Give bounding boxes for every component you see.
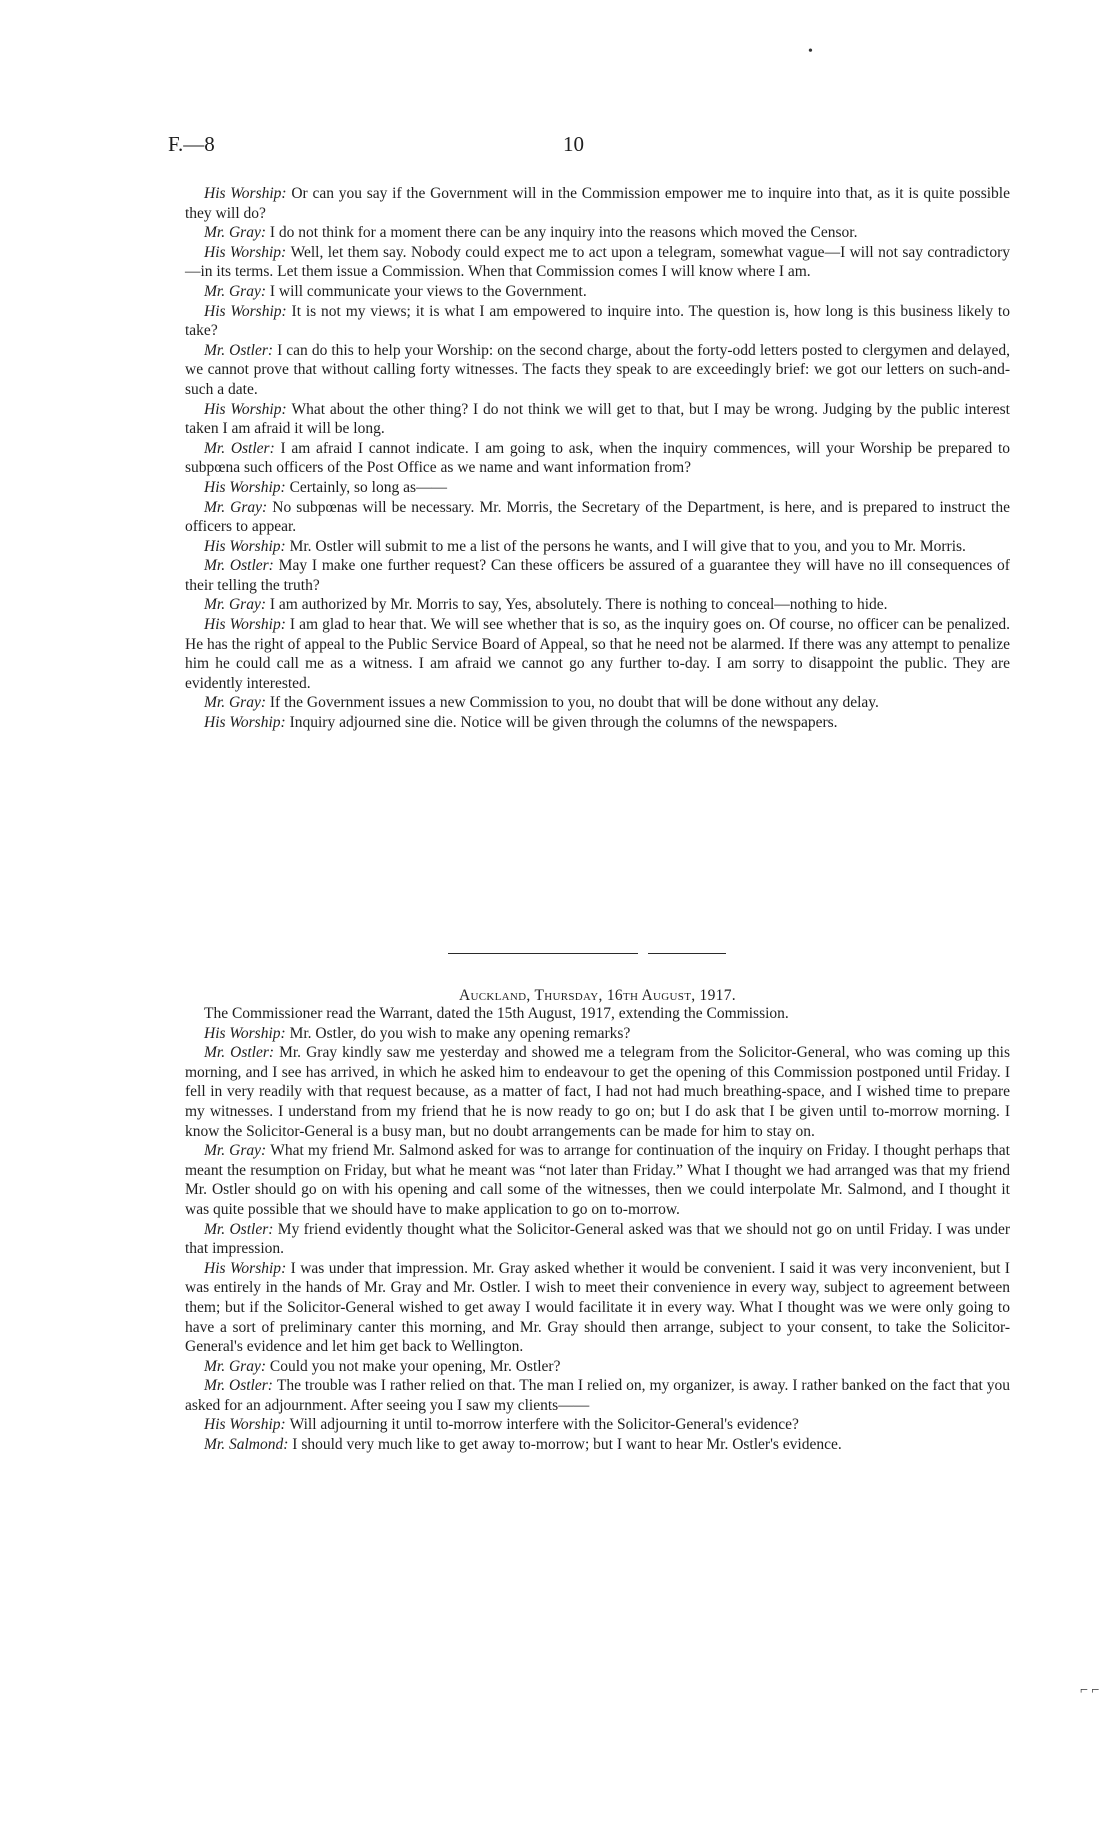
speech-text: Mr. Gray kindly saw me yesterday and showed me a telegram from the Solicitor-General, who was coming up this morning, and I see has arrived, in which he asked him to endeavour to get the opening of this Commission postponed until Friday. I fell in very readily with that request because, as a matter of fact, I had not had much breathing-space, and I wished time to prepare my witnesses. I understand from my friend that he is now ready to go on; but I do ask that I be given until to-morrow morning. I know the Solicitor-General is a busy man, but no doubt arrangements can be made for him to stay on. <box>185 1044 1010 1140</box>
speech-paragraph <box>185 223 1010 243</box>
speech-text: I am afraid I cannot indicate. I am going to ask, when the inquiry commences, will your Worship be prepared to subpœna such officers of the Post Office as we name and want information from? <box>185 439 1011 477</box>
page-number: 10 <box>563 132 584 156</box>
page-header <box>168 132 1028 162</box>
speaker-name: Mr. Ostler : <box>204 557 279 574</box>
speaker-name: His Worship : <box>204 538 290 555</box>
speaker-name: Mr. Ostler : <box>204 440 280 457</box>
speech-text: Inquiry adjourned sine die. Notice will be given through the columns of the newspapers. <box>289 714 838 732</box>
speech-paragraph <box>185 478 1010 498</box>
speech-paragraph <box>185 341 1010 400</box>
speech-paragraph <box>185 693 1010 713</box>
speech-text: It is not my views; it is what I am empowered to inquire into. The question is, how long is this business likely to take? <box>185 302 1010 340</box>
speech-text: What my friend Mr. Salmond asked for was to arrange for continuation of the inquiry on Friday. I thought perhaps that meant the resumption on Friday, but what he meant was “not later than Friday.” What I thought we had arranged was that my friend Mr. Ostler should go on with his opening and call some of the witnesses, then we could interpolate Mr. Salmond, and I thought it was quite possible that we should have to make application to go on to-morrow. <box>185 1142 1010 1218</box>
speech-paragraph <box>185 537 1010 557</box>
speaker-name: His Worship : <box>204 616 290 633</box>
speech-paragraph <box>185 1259 1010 1357</box>
speech-text: I will communicate your views to the Government. <box>269 282 587 300</box>
speaker-name: Mr. Gray : <box>204 283 270 300</box>
speech-paragraph <box>185 302 1010 341</box>
speech-paragraph <box>185 713 1010 733</box>
speaker-name: His Worship : <box>204 1260 291 1277</box>
speech-paragraph <box>185 1415 1010 1435</box>
speaker-name: His Worship : <box>204 185 291 202</box>
speech-paragraph <box>185 1141 1010 1219</box>
speech-paragraph <box>185 1435 1010 1455</box>
intro-text: The Commissioner read the Warrant, dated the 15th August, 1917, extending the Commission. <box>204 1005 789 1022</box>
speech-paragraph <box>185 1043 1010 1141</box>
speaker-name: Mr. Ostler : <box>204 1377 277 1394</box>
speech-text: What about the other thing? I do not think we will get to that, but I may be wrong. Judging by the public interest taken I am afraid it will be long. <box>185 400 1010 438</box>
speech-paragraph <box>185 282 1010 302</box>
stray-mark-top: • <box>808 44 813 59</box>
speaker-name: His Worship : <box>204 244 291 261</box>
speech-text: I can do this to help your Worship: on the second charge, about the forty-odd letters posted to clergymen and delayed, we cannot prove that without calling forty witnesses. The facts they speak to are exceedingly brief: we got our letters on such-and-such a date. <box>185 341 1010 398</box>
speech-paragraph <box>185 1376 1010 1415</box>
speech-paragraph <box>185 615 1010 693</box>
speaker-name: His Worship : <box>204 401 291 418</box>
section-heading: Auckland, Thursday, 16th August, 1917. <box>459 987 736 1004</box>
speech-paragraph <box>185 498 1010 537</box>
speech-text: No subpœnas will be necessary. Mr. Morris, the Secretary of the Department, is here, and is prepared to instruct the officers to appear. <box>185 498 1010 536</box>
speaker-name: Mr. Salmond : <box>204 1436 292 1453</box>
speaker-name: Mr. Gray : <box>204 499 272 516</box>
speaker-name: Mr. Gray : <box>204 224 270 241</box>
speaker-name: His Worship : <box>204 714 290 731</box>
speech-text: I am glad to hear that. We will see whether that is so, as the inquiry goes on. Of course, no officer can be penalized. He has the right of appeal to the Public Service Board of Appeal, so that he need not be alarmed. If there was any attempt to penalize him he could call me as a witness. I am afraid we cannot go any further to-day. I am sorry to disappoint the public. They are evidently interested. <box>185 616 1010 692</box>
proceedings-section-2 <box>185 1004 1010 1455</box>
speech-text: I am authorized by Mr. Morris to say, Yes, absolutely. There is nothing to conceal—nothing to hide. <box>269 596 888 614</box>
speaker-name: His Worship : <box>204 479 290 496</box>
proceedings-section-1 <box>185 184 1010 733</box>
speech-paragraph <box>185 184 1010 223</box>
speech-text: Mr. Ostler will submit to me a list of the persons he wants, and I will give that to you, and you to Mr. Morris. <box>289 537 966 555</box>
speaker-name: Mr. Gray : <box>204 1358 270 1375</box>
speaker-name: Mr. Ostler : <box>204 1044 279 1061</box>
speech-text: Certainly, so long as—— <box>289 478 447 496</box>
speech-paragraph <box>185 1220 1010 1259</box>
speaker-name: Mr. Gray : <box>204 596 270 613</box>
speech-text: May I make one further request? Can these officers be assured of a guarantee they will have no ill consequences of their telling the truth? <box>185 557 1010 594</box>
speaker-name: Mr. Gray : <box>204 694 270 711</box>
speech-text: My friend evidently thought what the Solicitor-General asked was that we should not go on until Friday. I was under that impression. <box>185 1220 1010 1258</box>
section-divider-right <box>648 953 726 954</box>
speaker-name: Mr. Gray : <box>204 1142 270 1159</box>
speech-paragraph <box>185 439 1010 478</box>
stray-mark-margin: ⌐ ⌐ <box>1080 1683 1100 1698</box>
speech-paragraph <box>185 556 1010 595</box>
speech-paragraph <box>185 1024 1010 1044</box>
speech-paragraph <box>185 400 1010 439</box>
speech-paragraph <box>185 243 1010 282</box>
speech-paragraph <box>185 1357 1010 1377</box>
speaker-name: Mr. Ostler : <box>204 342 277 359</box>
speech-text: Mr. Ostler, do you wish to make any opening remarks? <box>289 1024 631 1042</box>
speaker-name: Mr. Ostler : <box>204 1221 278 1238</box>
speech-text: Or can you say if the Government will in the Commission empower me to inquire into that, as it is quite possible they will do? <box>185 185 1010 222</box>
speech-text: I do not think for a moment there can be any inquiry into the reasons which moved the Censor. <box>269 224 858 242</box>
speaker-name: His Worship : <box>204 1025 290 1042</box>
speech-text: Well, let them say. Nobody could expect me to act upon a telegram, somewhat vague—I will not say contradictory—in its terms. Let them issue a Commission. When that Commission comes I will know where I am. <box>185 243 1010 281</box>
speaker-name: His Worship : <box>204 1416 290 1433</box>
speech-text: The trouble was I rather relied on that. The man I relied on, my organizer, is away. I rather banked on the fact that you asked for an adjournment. After seeing you I saw my clients—— <box>185 1377 1010 1414</box>
section-divider-left <box>448 953 638 954</box>
speech-text: Will adjourning it until to-morrow interfere with the Solicitor-General's evidence? <box>289 1416 799 1434</box>
speech-paragraph <box>185 595 1010 615</box>
speaker-name: His Worship : <box>204 303 292 320</box>
speech-text: I should very much like to get away to-morrow; but I want to hear Mr. Ostler's evidence. <box>292 1436 842 1454</box>
speech-text: Could you not make your opening, Mr. Ostler? <box>269 1357 561 1375</box>
intro-paragraph <box>185 1004 1010 1024</box>
speech-text: I was under that impression. Mr. Gray asked whether it would be convenient. I said it was very inconvenient, but I was entirely in the hands of Mr. Gray and Mr. Ostler. I wish to meet their convenience in every way, subject to agreement between them; but if the Solicitor-General wished to get away I would facilitate it in every way. What I thought was we were only going to have a sort of preliminary canter this morning, and Mr. Gray should then arrange, subject to your consent, to take the Solicitor-General's evidence and let him get back to Wellington. <box>185 1259 1010 1356</box>
document-reference: F.—8 <box>168 132 215 156</box>
speech-text: If the Government issues a new Commission to you, no doubt that will be done without any delay. <box>269 694 879 712</box>
